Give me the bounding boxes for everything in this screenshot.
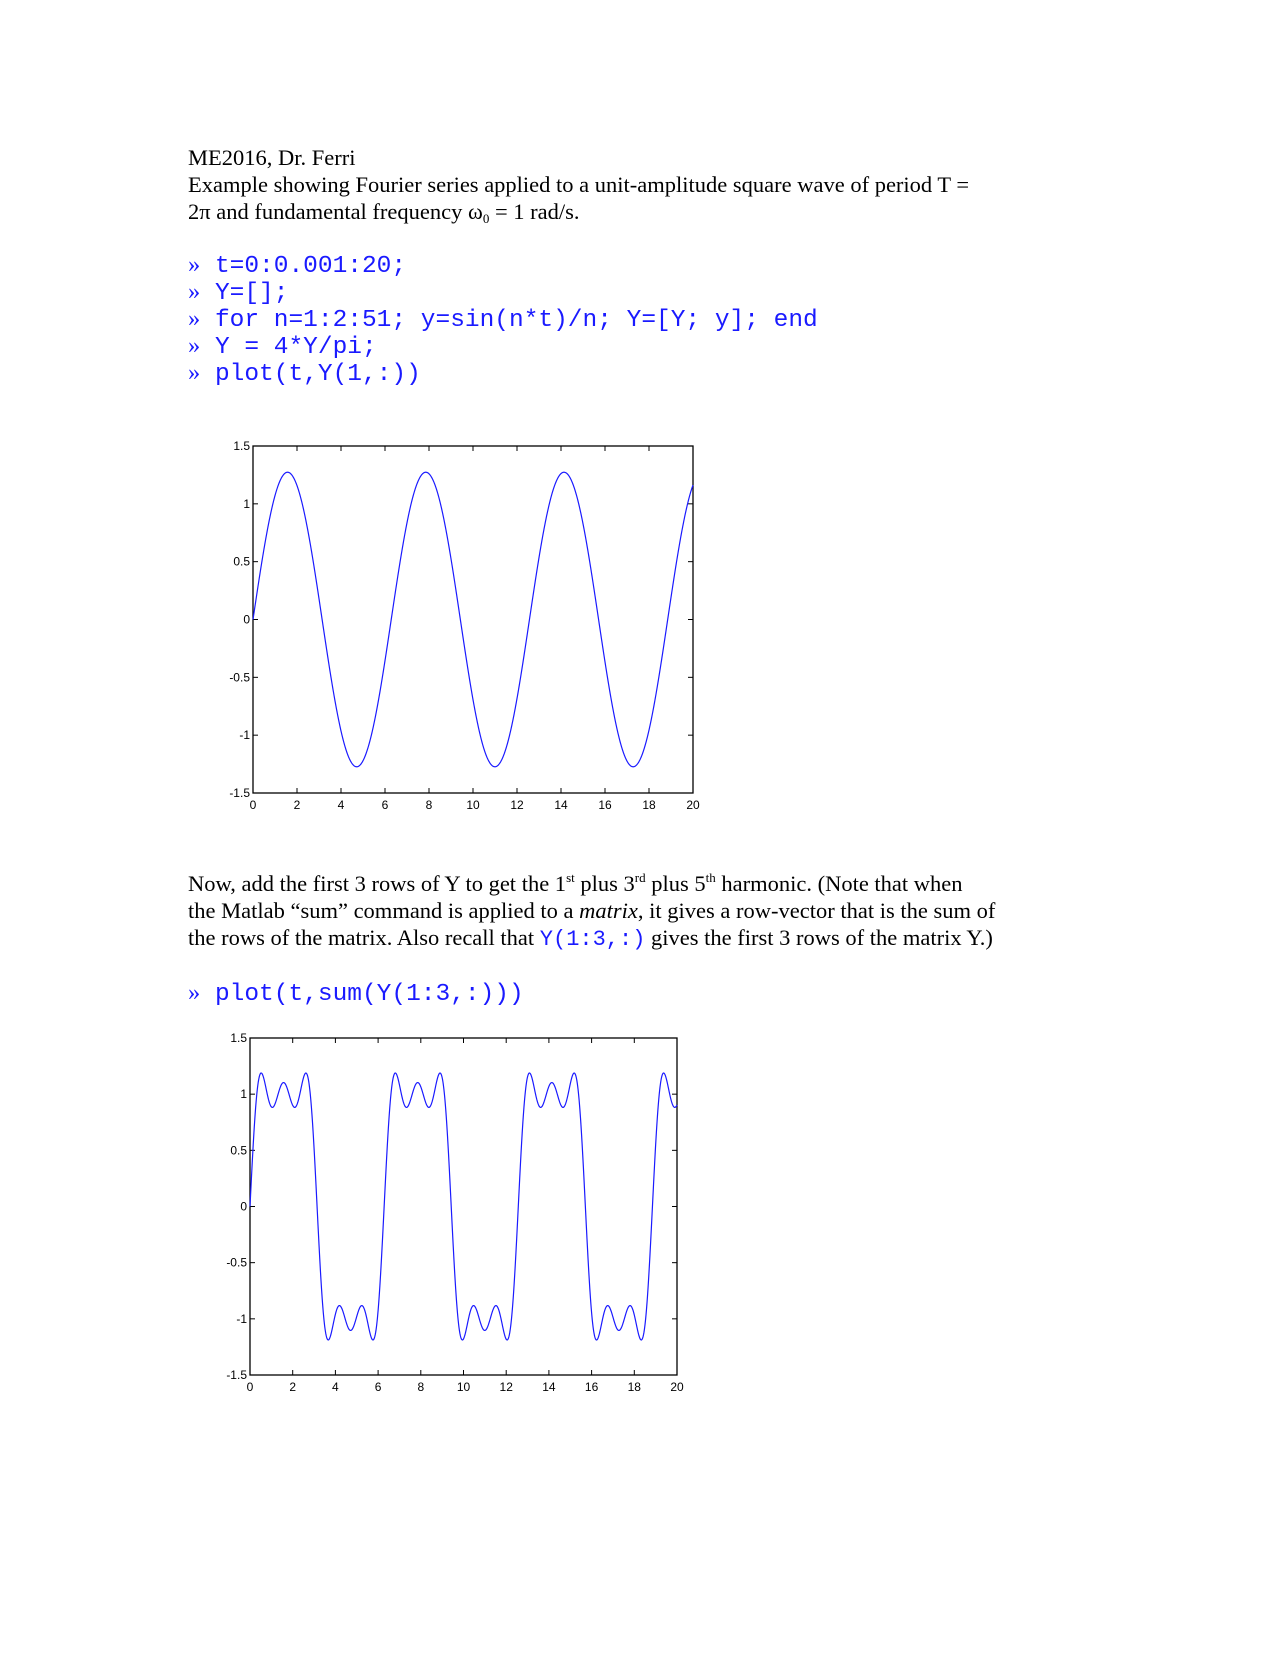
x-tick-label: 18 [642, 798, 656, 812]
series-line [250, 1073, 677, 1340]
prompt-symbol: » [188, 332, 201, 359]
paragraph-line-3 [188, 924, 993, 954]
x-tick-label: 6 [381, 798, 389, 812]
code-text: Y = 4*Y/pi; [214, 334, 377, 361]
y-tick-label: 0 [243, 612, 250, 627]
x-tick-label: 8 [417, 1380, 425, 1394]
x-tick-label: 0 [249, 798, 257, 812]
y-tick-label: -1.5 [229, 786, 250, 800]
y-tick-label: 1 [240, 1087, 247, 1102]
three-harmonic-plot-svg [200, 1030, 740, 1460]
x-tick-label: 10 [466, 798, 480, 812]
y-tick-label: -1 [236, 1311, 247, 1326]
x-tick-label: 10 [456, 1380, 471, 1394]
inline-code: Y(1:3,:) [539, 927, 646, 952]
p2-emphasis: matrix [579, 898, 638, 923]
x-tick-label: 20 [670, 1380, 684, 1394]
y-tick-label: 1.5 [233, 440, 250, 453]
y-tick-label: 1.5 [230, 1031, 247, 1045]
y-tick-label: 0.5 [230, 1143, 247, 1158]
y-tick-label: 0.5 [233, 554, 250, 569]
x-tick-label: 6 [374, 1380, 382, 1394]
prompt-symbol: » [188, 359, 201, 386]
x-tick-label: 2 [293, 798, 301, 812]
course-title: ME2016, Dr. Ferri [188, 145, 356, 170]
p2-text: harmonic. (Note that when [715, 871, 963, 896]
intro-line-2-a: 2π and fundamental frequency ω [188, 199, 483, 224]
series-line [253, 472, 693, 767]
x-tick-label: 0 [246, 1380, 254, 1394]
p2-text: the Matlab “sum” command is applied to a [188, 898, 580, 923]
y-tick-label: -1.5 [226, 1368, 247, 1382]
x-tick-label: 16 [584, 1380, 599, 1394]
x-tick-label: 14 [554, 798, 568, 812]
x-tick-label: 12 [499, 1380, 513, 1394]
fundamental-plot [200, 440, 740, 860]
code-text: plot(t,Y(1,:)) [214, 361, 421, 388]
y-tick-label: -0.5 [226, 1255, 247, 1270]
code-text: t=0:0.001:20; [214, 253, 407, 280]
p2-sup: st [566, 870, 575, 885]
code-line [188, 358, 421, 389]
p2-sup: rd [634, 870, 646, 885]
y-tick-label: -0.5 [229, 670, 250, 685]
x-tick-label: 12 [510, 798, 524, 812]
p2-text: plus 3 [574, 871, 635, 896]
three-harmonic-plot [200, 1030, 740, 1460]
x-tick-label: 8 [425, 798, 433, 812]
p2-sup: th [705, 870, 716, 885]
paragraph-line-1 [188, 870, 963, 898]
prompt-symbol: » [188, 251, 201, 278]
p2-text: the rows of the matrix. Also recall that [188, 925, 540, 950]
plot-frame [253, 446, 693, 793]
p2-text: Now, add the first 3 rows of Y to get the 1 [188, 871, 567, 896]
x-tick-label: 4 [332, 1380, 339, 1394]
intro-line-2-b: = 1 rad/s. [489, 199, 580, 224]
p2-text: gives the first 3 rows of the matrix Y.) [645, 925, 993, 950]
intro-line-2 [188, 198, 580, 226]
x-tick-label: 14 [542, 1380, 556, 1394]
x-tick-label: 16 [598, 798, 612, 812]
p2-text: , it gives a row-vector that is the sum of [637, 898, 996, 923]
fundamental-plot-svg [200, 440, 740, 860]
prompt-symbol: » [188, 979, 201, 1006]
code-line [188, 978, 524, 1009]
x-tick-label: 18 [627, 1380, 641, 1394]
p2-text: plus 5 [645, 871, 706, 896]
code-text: Y=[]; [214, 280, 289, 307]
y-tick-label: 1 [243, 496, 250, 511]
x-tick-label: 20 [686, 798, 700, 812]
omega-subscript: 0 [482, 211, 490, 226]
prompt-symbol: » [188, 305, 201, 332]
plot-frame [250, 1038, 677, 1375]
code-text: for n=1:2:51; y=sin(n*t)/n; Y=[Y; y]; end [214, 307, 818, 334]
code-text: plot(t,sum(Y(1:3,:))) [214, 981, 524, 1008]
paragraph-line-2 [188, 897, 995, 925]
prompt-symbol: » [188, 278, 201, 305]
x-tick-label: 4 [337, 798, 345, 812]
y-tick-label: 0 [240, 1199, 247, 1214]
intro-line-1: Example showing Fourier series applied to a unit-amplitude square wave of period T = [188, 172, 970, 197]
x-tick-label: 2 [289, 1380, 297, 1394]
y-tick-label: -1 [239, 728, 250, 743]
